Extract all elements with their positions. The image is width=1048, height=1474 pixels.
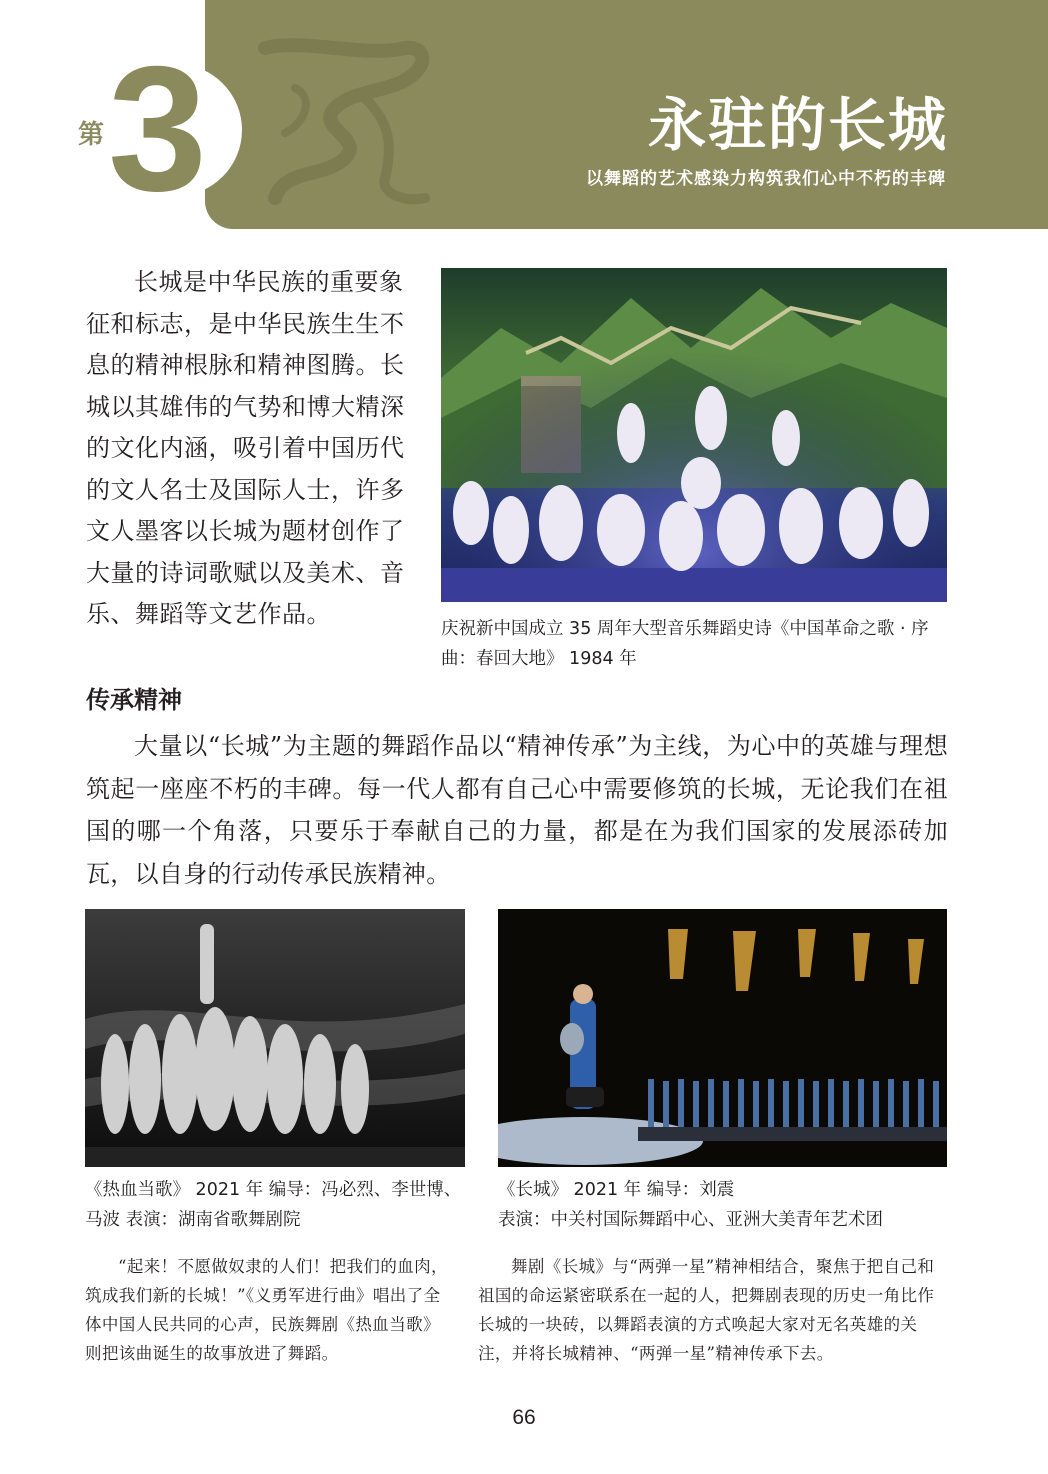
- page-number: 66: [512, 1406, 536, 1429]
- photo2-note: “起来！不愿做奴隶的人们！把我们的血肉，筑成我们新的长城！”《义勇军进行曲》唱出了全体中国人民共同的心声，民族舞剧《热血当歌》则把该曲诞生的故事放进了舞蹈。: [85, 1257, 448, 1363]
- intro-paragraph: 长城是中华民族的重要象征和标志，是中华民族生生不息的精神根脉和精神图腾。长城以其雄伟的气势和博大精深的文化内涵，吸引着中国历代的文人名士及国际人士，许多文人墨客以长城为题材创作了大量的诗词歌赋以及美术、音乐、舞蹈等文艺作品。: [86, 268, 405, 628]
- rexue-dangge-photo: [85, 909, 465, 1167]
- photo1-caption: 庆祝新中国成立 35 周年大型音乐舞蹈史诗《中国革命之歌 · 序曲：春回大地》 1984 年: [441, 619, 929, 669]
- lesson-subtitle: 以舞蹈的艺术感染力构筑我们心中不朽的丰碑: [586, 169, 946, 189]
- lesson-prefix: 第: [78, 120, 105, 150]
- great-wall-dance-photo: [441, 268, 947, 602]
- lesson-title: 永驻的长城: [647, 91, 948, 159]
- lesson-suffix: 课: [200, 120, 227, 150]
- lesson-header-band: [205, 0, 1048, 229]
- section-heading: 传承精神: [86, 686, 182, 714]
- photo3-caption-line1: 《长城》 2021 年 编导：刘震: [498, 1180, 735, 1200]
- photo2-caption: 《热血当歌》 2021 年 编导：冯必烈、李世博、马波 表演：湖南省歌舞剧院: [85, 1180, 462, 1230]
- lesson-number: 3: [108, 29, 207, 228]
- calligraphy-brush-decoration: [245, 28, 445, 218]
- photo3-caption-line2: 表演：中关村国际舞蹈中心、亚洲大美青年艺术团: [498, 1210, 883, 1230]
- photo3-note: 舞剧《长城》与“两弹一星”精神相结合，聚焦于把自己和祖国的命运紧密联系在一起的人，把舞剧表现的历史一角比作长城的一块砖，以舞蹈表演的方式唤起大家对无名英雄的关注，并将长城精神、“两弹一星”精神传承下去。: [478, 1257, 935, 1363]
- changcheng-dance-drama-photo: [498, 909, 947, 1167]
- section-paragraph: 大量以“长城”为主题的舞蹈作品以“精神传承”为主线，为心中的英雄与理想筑起一座座不朽的丰碑。每一代人都有自己心中需要修筑的长城，无论我们在祖国的哪一个角落，只要乐于奉献自己的力量，都是在为我们国家的发展添砖加瓦，以自身的行动传承民族精神。: [86, 732, 948, 888]
